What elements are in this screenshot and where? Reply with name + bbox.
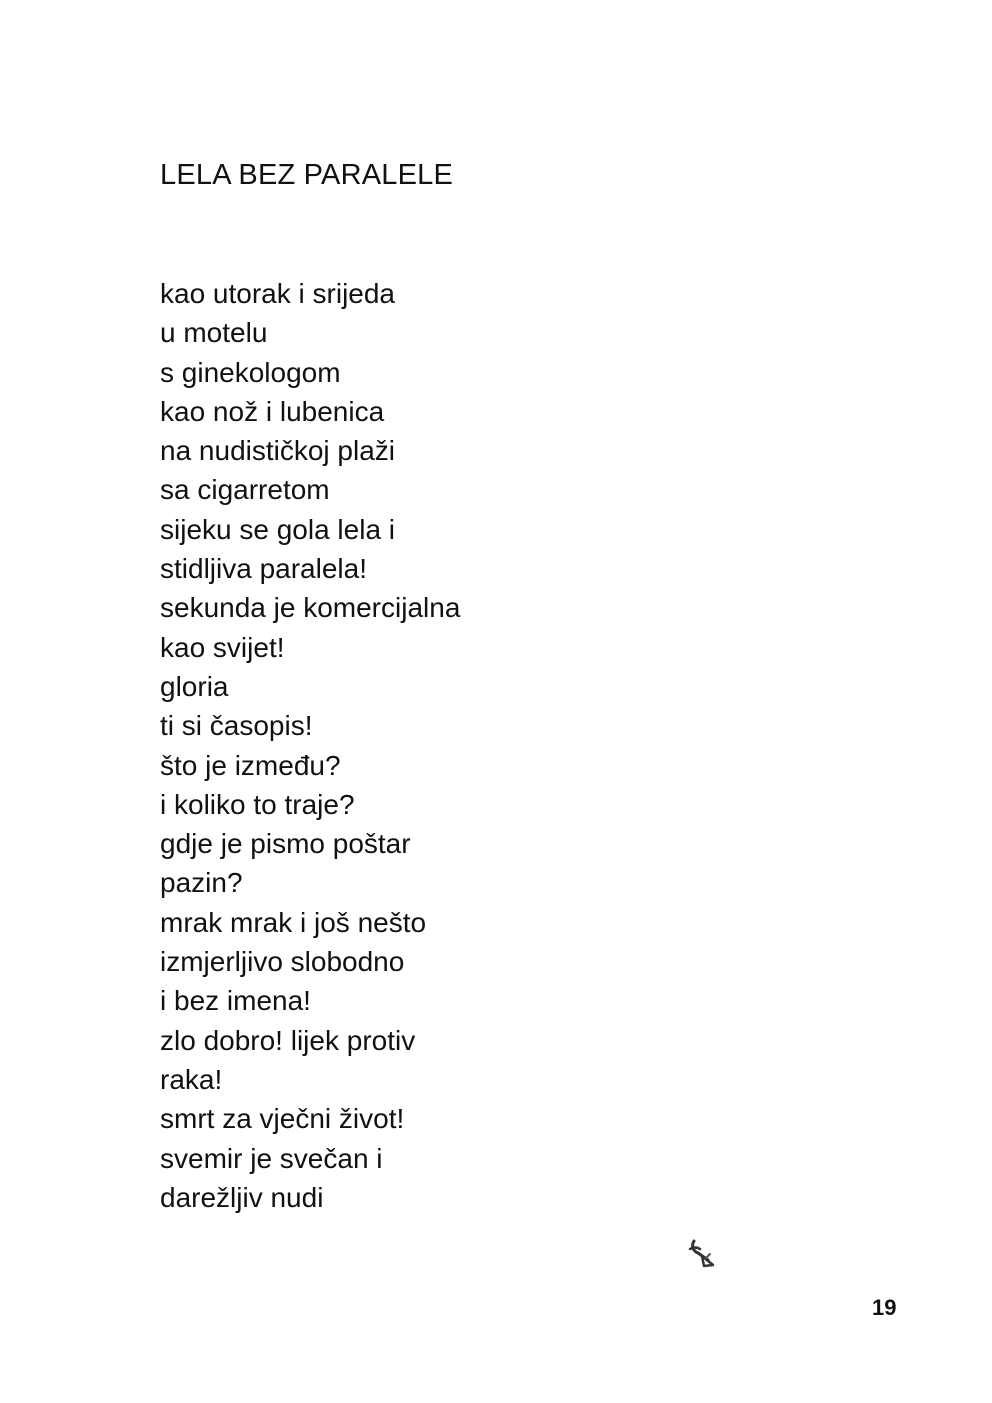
poem-line: gloria: [160, 670, 229, 702]
poem-line: smrt za vječni život!: [160, 1103, 405, 1135]
poem-line: mrak mrak i još nešto: [160, 906, 427, 938]
turn-page-arrow-icon: [686, 1236, 720, 1270]
page-number: 19: [872, 1295, 897, 1320]
poem-line: svemir je svečan i: [160, 1142, 383, 1174]
poem-line: kao svijet!: [160, 631, 285, 663]
poem-line: sekunda je komercijalna: [160, 592, 461, 624]
poem-line: sa cigarretom: [160, 474, 330, 506]
poem-line: gdje je pismo poštar: [160, 828, 411, 860]
poem-line: i bez imena!: [160, 985, 311, 1017]
poem-line: sijeku se gola lela i: [160, 513, 396, 545]
poem-line: u motelu: [160, 317, 268, 349]
poem-line: zlo dobro! lijek protiv: [160, 1024, 416, 1056]
poem-body: [160, 274, 460, 1217]
poem-line: kao nož i lubenica: [160, 395, 385, 427]
poem-line: darežljiv nudi: [160, 1181, 324, 1213]
poem-line: ti si časopis!: [160, 710, 313, 742]
poem-line: kao utorak i srijeda: [160, 278, 396, 309]
poem-line: i koliko to traje?: [160, 788, 355, 820]
poem-line: raka!: [160, 1063, 223, 1095]
poem-title: LELA BEZ PARALELE: [160, 159, 454, 191]
poem-line: na nudističkoj plaži: [160, 435, 396, 467]
poem-line: pazin?: [160, 867, 243, 899]
poem-line: stidljiva paralela!: [160, 553, 367, 585]
poem-line: izmjerljivo slobodno: [160, 946, 405, 978]
poem-line: s ginekologom: [160, 356, 341, 388]
poem-line: što je između?: [160, 749, 341, 781]
